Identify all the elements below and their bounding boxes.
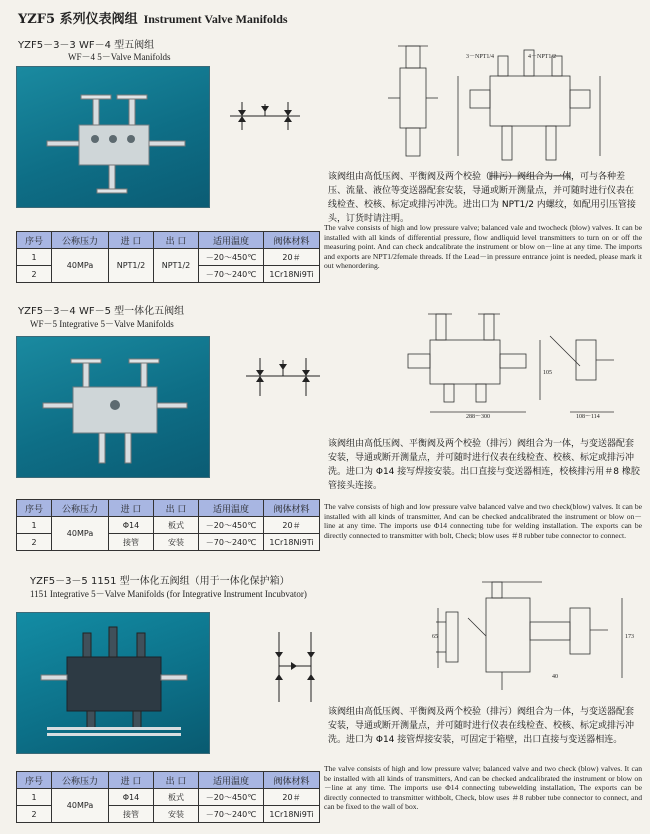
- col-header-pressure: 公称压力: [52, 772, 109, 789]
- section1-spec-table: [16, 231, 320, 283]
- cell-inlet: 接管: [109, 806, 154, 823]
- cell-no: 1: [17, 789, 52, 806]
- cell-outlet: NPT1/2: [154, 249, 199, 283]
- section2-model-en: WF－5 Integrative 5－Valve Manifolds: [30, 319, 174, 329]
- table-row: [17, 249, 320, 266]
- col-header-material: 阀体材料: [264, 232, 320, 249]
- cell-temperature: －70～240℃: [199, 534, 264, 551]
- section1-model-en: WF－4 5－Valve Manifolds: [68, 52, 171, 62]
- cell-no: 1: [17, 517, 52, 534]
- cell-inlet: NPT1/2: [109, 249, 154, 283]
- col-header-temperature: 适用温度: [199, 232, 264, 249]
- drawing-label-c: 40: [552, 674, 558, 680]
- col-header-no: 序号: [17, 232, 52, 249]
- section2-model-cn: YZF5－3－4 WF－5 型一体化五阀组: [18, 306, 185, 317]
- cell-material: 20＃: [264, 249, 320, 266]
- col-header-outlet: 出 口: [154, 232, 199, 249]
- drawing-label-height: 105: [543, 370, 552, 376]
- cell-temperature: －70～240℃: [199, 806, 264, 823]
- cell-material: 1Cr18Ni9Ti: [264, 266, 320, 283]
- drawing-label-a: 65: [432, 634, 438, 640]
- title-en: Instrument Valve Manifolds: [143, 12, 288, 26]
- section3-spec-table: [16, 771, 320, 823]
- drawing-label-depth: 108～114: [576, 414, 600, 420]
- cell-pressure: 40MPa: [52, 249, 109, 283]
- section3-technical-drawing: [432, 578, 642, 698]
- section1-product-photo: [16, 66, 210, 208]
- cell-inlet: Φ14: [109, 517, 154, 534]
- section3-model-cn: YZF5－3－5 1151 型一体化五阀组（用于一体化保护箱）: [30, 576, 290, 587]
- cell-no: 2: [17, 806, 52, 823]
- col-header-no: 序号: [17, 772, 52, 789]
- valve-manifold-illustration: [17, 613, 209, 753]
- section2-description-en: The valve consists of high and low pressure valve balanced valve and two check(blow) valves. It can be installed with all kinds of transmitter, And can be checked andcalibrated the instrument or blow on－line at any time. The imports use Φ14 connecting tube for welding installation. The exports can be directly connected to transmitter with bolt, Check; blow uses ＃8 rubber tube connector to connect.: [324, 502, 642, 540]
- col-header-no: 序号: [17, 500, 52, 517]
- col-header-inlet: 进 口: [109, 500, 154, 517]
- cell-pressure: 40MPa: [52, 517, 109, 551]
- section3-description-en: The valve consists of high and low pressure valve; balanced valve and two check (blow) valves. It can be installed with all kinds of transmitters, And can be checked andcalibrated the instrument or blow on－line at any time. The imports use Φ14 connecting tubewelding installation, The exports can be directly connected to transmitter withbolt, Check, blow uses ＃8 rubber tube connector to connect, and can be fixed to the wall of box.: [324, 764, 642, 811]
- section1-description-en: The valve consists of high and low pressure valve; balanced vale and twocheck (blow) valves. It can be installed with all kinds of differential pressure, flow andliquid level transmitters to turn on or off the measuring point. And can check andcalibrate the instrument or blow on－line at any time. The imports and exports are NPT1/2female threads. If the Lead－in pressure entrance joint is needed, please mark it out whenordering.: [324, 223, 642, 270]
- col-header-outlet: 出 口: [154, 772, 199, 789]
- drawing-label-width: 288～300: [466, 414, 491, 420]
- cell-material: 20＃: [264, 789, 320, 806]
- col-header-material: 阀体材料: [264, 500, 320, 517]
- col-header-temperature: 适用温度: [199, 772, 264, 789]
- col-header-outlet: 出 口: [154, 500, 199, 517]
- cell-no: 1: [17, 249, 52, 266]
- col-header-temperature: 适用温度: [199, 500, 264, 517]
- section3-valve-schematic: [275, 622, 315, 712]
- cell-temperature: －20～450℃: [199, 517, 264, 534]
- section1-model-cn: YZF5－3－3 WF－4 型五阀组: [18, 40, 155, 51]
- table-row: [17, 517, 320, 534]
- drawing-label-npt12: 4－NPT1/2: [528, 54, 557, 60]
- col-header-inlet: 进 口: [109, 772, 154, 789]
- section1-description-cn: 该阀组由高低压阀、平衡阀及两个校验（排污）阀组合为一体，可与各种差压、流量、液位等变送器配套安装，导通或断开测量点，并可随时进行仪表在线检查、校核、标定或排污冲洗。进出口为 NPT1/2 内螺纹，如配用引压管接头，订货时请注明。: [328, 172, 636, 224]
- drawing-label-b: 173: [625, 634, 634, 640]
- section2-technical-drawing: [400, 300, 640, 420]
- cell-pressure: 40MPa: [52, 789, 109, 823]
- section2-description-cn: 该阀组由高低压阀、平衡阀及两个校验（排污）阀组合为一体，与变送器配套安装，导通或断开测量点，并可随时进行仪表在线检查、校核、标定或排污冲洗。进口为 Φ14 接写焊接安装。出口直接与变送器相连，校核排污用＃8 橡胶管接头连接。: [328, 439, 640, 491]
- valve-manifold-illustration: [17, 337, 209, 477]
- cell-temperature: －20～450℃: [199, 249, 264, 266]
- cell-inlet: Φ14: [109, 789, 154, 806]
- drawing-label-npt14: 3－NPT1/4: [466, 54, 495, 60]
- cell-no: 2: [17, 534, 52, 551]
- section2-spec-table: [16, 499, 320, 551]
- cell-outlet: 板式: [154, 517, 199, 534]
- section2-valve-schematic: [246, 352, 320, 402]
- col-header-pressure: 公称压力: [52, 500, 109, 517]
- cell-no: 2: [17, 266, 52, 283]
- cell-inlet: 接管: [109, 534, 154, 551]
- cell-temperature: －70～240℃: [199, 266, 264, 283]
- section3-description-cn: 该阀组由高低压阀、平衡阀及两个校验（排污）阀组合为一体，与变送器配套安装，导通或断开测量点，并可随时进行仪表在线检查、校核、标定或排污冲洗。进口为 Φ14 接管焊接安装，可固定于箱壁，出口直接与变送器相连。: [328, 707, 635, 745]
- col-header-pressure: 公称压力: [52, 232, 109, 249]
- cell-temperature: －20～450℃: [199, 789, 264, 806]
- valve-manifold-illustration: [17, 67, 209, 207]
- section1-valve-schematic: [230, 96, 300, 136]
- cell-outlet: 板式: [154, 789, 199, 806]
- col-header-inlet: 进 口: [109, 232, 154, 249]
- cell-material: 1Cr18Ni9Ti: [264, 534, 320, 551]
- section2-product-photo: [16, 336, 210, 478]
- section1-technical-drawing: [370, 38, 650, 188]
- cell-outlet: 安装: [154, 534, 199, 551]
- cell-material: 20＃: [264, 517, 320, 534]
- cell-outlet: 安装: [154, 806, 199, 823]
- title-cn: YZF5 系列仪表阀组: [18, 12, 138, 27]
- cell-material: 1Cr18Ni9Ti: [264, 806, 320, 823]
- section3-model-en: 1151 Integrative 5－Valve Manifolds (for Integrative Instrument Incubvator): [30, 589, 307, 599]
- section3-product-photo: [16, 612, 210, 754]
- col-header-material: 阀体材料: [264, 772, 320, 789]
- page-title: [18, 8, 288, 27]
- table-row: [17, 789, 320, 806]
